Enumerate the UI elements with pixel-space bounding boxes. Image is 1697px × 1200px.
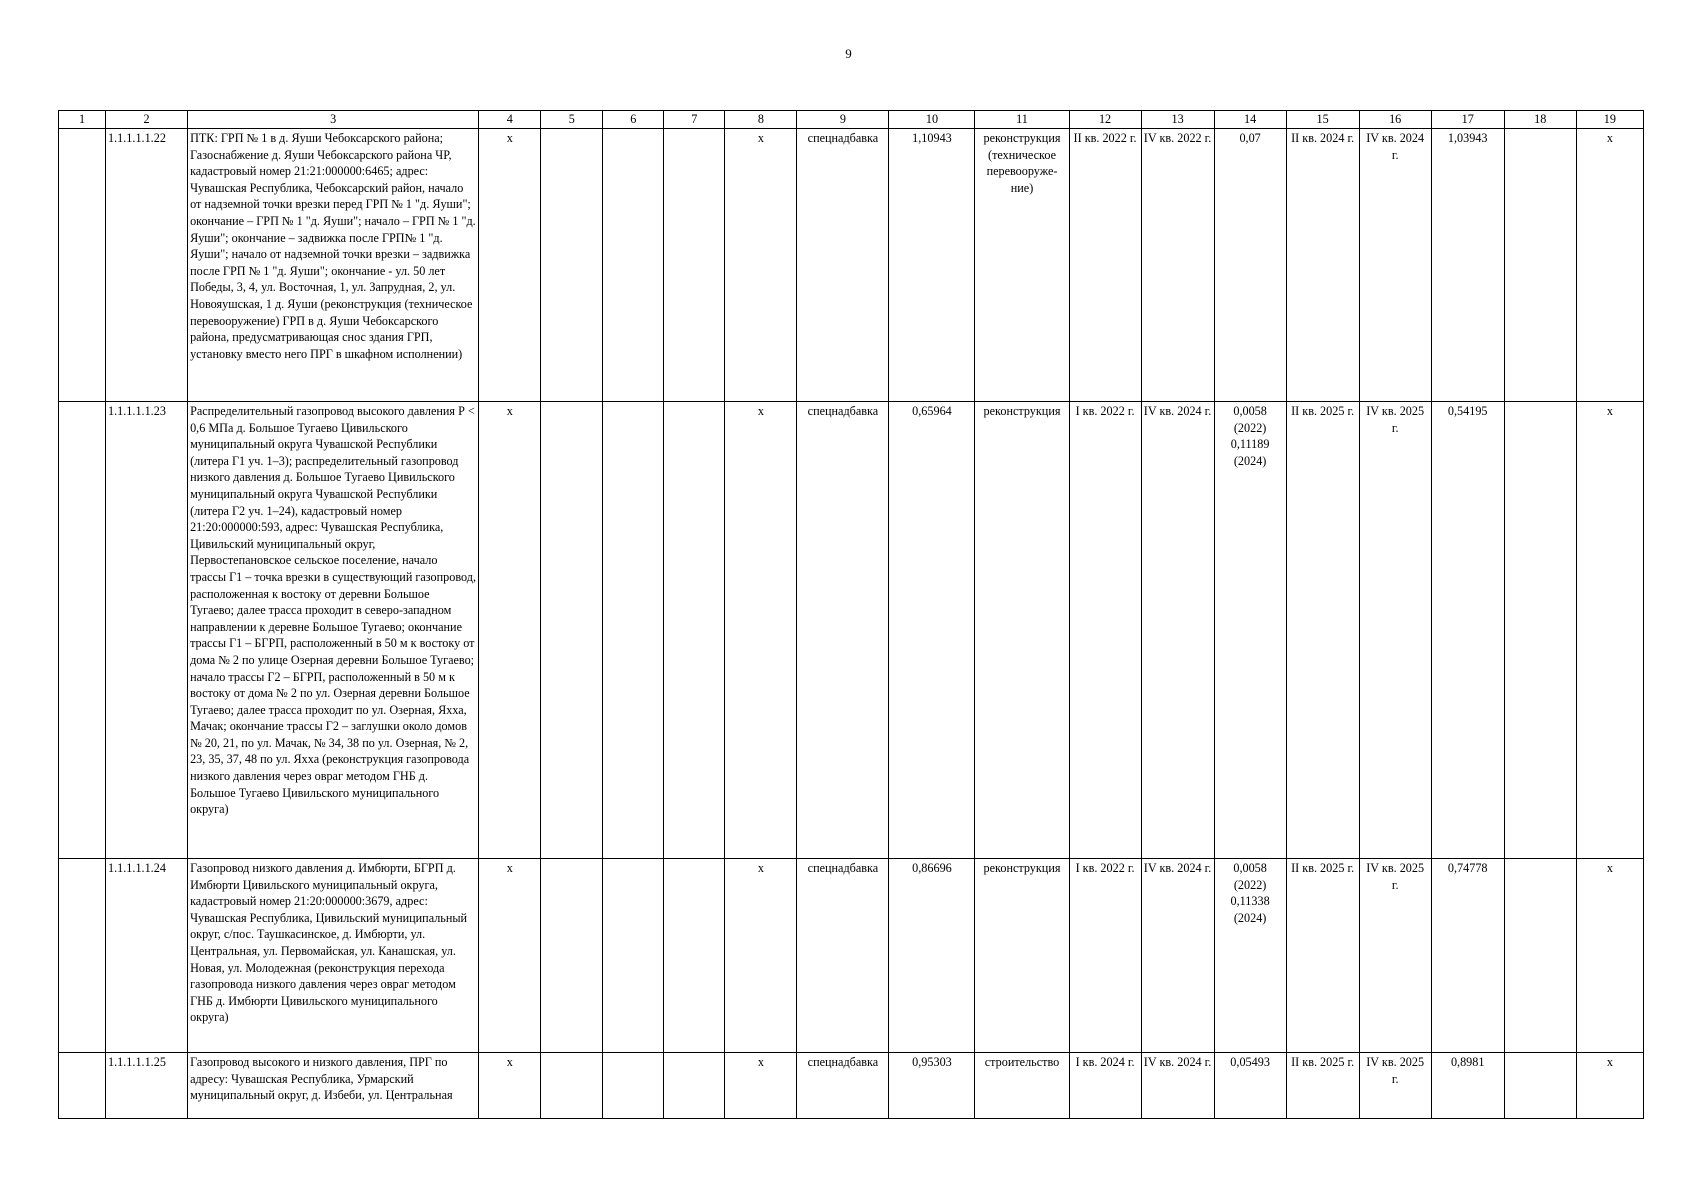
cell-col7 [664, 129, 725, 402]
cell-col10-value: 0,65964 [889, 402, 975, 859]
cell-col16-period: IV кв. 2025 г. [1359, 402, 1431, 859]
cell-col5 [541, 1053, 603, 1119]
column-header: 12 [1069, 111, 1141, 129]
cell-object-description: ПТК: ГРП № 1 в д. Яуши Чебоксарского района; Газоснабжение д. Яуши Чебоксарского района ЧР, кадастровый номер 21:21:000000:6465; адрес: Чувашская Республика, Чебоксарский район, начало от надземной точки врезки перед ГРП № 1 "д. Яуши"; окончание – ГРП № 1 "д. Яуши"; начало – ГРП № 1 "д. Яуши"; окончание – задвижка после ГРП№ 1 "д. Яуши"; начало от надземной точки врезки – задвижка после ГРП № 1 "д. Яуши"; окончание - ул. 50 лет Победы, 3, 4, ул. Восточная, 1, ул. Запрудная, 2, ул. Новояушская, 1 д. Яуши (реконструкция (техническое перевооружение) ГРП в д. Яуши Чебоксарского района, предусматривающая снос здания ГРП, установку вместо него ПРГ в шкафном исполнении) [188, 129, 479, 402]
cell-col18 [1504, 1053, 1576, 1119]
cell-col7 [664, 402, 725, 859]
table-row [59, 129, 1644, 402]
column-header: 3 [188, 111, 479, 129]
cell-index [59, 859, 106, 1053]
cell-funding-source: спецнадбавка [797, 1053, 889, 1119]
cell-col16-period: IV кв. 2024 г. [1359, 129, 1431, 402]
column-header: 5 [541, 111, 603, 129]
cell-object-description: Газопровод высокого и низкого давления, ПРГ по адресу: Чувашская Республика, Урмарский муниципальный округ, д. Избеби, ул. Центральная [188, 1053, 479, 1119]
cell-col10-value: 0,86696 [889, 859, 975, 1053]
cell-col17-value: 1,03943 [1431, 129, 1504, 402]
cell-col15-period: II кв. 2025 г. [1286, 402, 1359, 859]
column-header: 2 [106, 111, 188, 129]
cell-col6 [603, 402, 664, 859]
cell-funding-source: спецнадбавка [797, 129, 889, 402]
column-header: 16 [1359, 111, 1431, 129]
cell-col8: x [725, 129, 797, 402]
cell-index [59, 402, 106, 859]
table-row [59, 1053, 1644, 1119]
cell-funding-source: спецнадбавка [797, 402, 889, 859]
column-header: 6 [603, 111, 664, 129]
column-header: 10 [889, 111, 975, 129]
cell-work-type: реконструкция [975, 859, 1069, 1053]
cell-col5 [541, 129, 603, 402]
cell-col7 [664, 859, 725, 1053]
cell-col19: x [1576, 402, 1643, 859]
table-row [59, 402, 1644, 859]
cell-start-period: I кв. 2022 г. [1069, 402, 1141, 859]
cell-col6 [603, 859, 664, 1053]
cell-object-description: Газопровод низкого давления д. Имбюрти, БГРП д. Имбюрти Цивильского муниципальный округа, кадастровый номер 21:20:000000:3679, адрес: Чувашская Республика, Цивильский муниципальный округ, с/пос. Таушкасинское, д. Имбюрти, ул. Центральная, ул. Первомайская, ул. Канашская, ул. Новая, ул. Молодежная (реконструкция перехода газопровода низкого давления через овраг методом ГНБ д. Имбюрти Цивильского муниципального округа) [188, 859, 479, 1053]
column-header: 7 [664, 111, 725, 129]
cell-col8: x [725, 1053, 797, 1119]
column-header: 8 [725, 111, 797, 129]
cell-work-type: реконструкция [975, 402, 1069, 859]
cell-col19: x [1576, 859, 1643, 1053]
cell-item-number: 1.1.1.1.1.24 [106, 859, 188, 1053]
column-header: 19 [1576, 111, 1643, 129]
cell-col14-value: 0,0058 (2022) 0,11189 (2024) [1214, 402, 1286, 859]
cell-col6 [603, 129, 664, 402]
cell-col10-value: 1,10943 [889, 129, 975, 402]
cell-col17-value: 0,74778 [1431, 859, 1504, 1053]
cell-start-period: I кв. 2024 г. [1069, 1053, 1141, 1119]
cell-start-period: I кв. 2022 г. [1069, 859, 1141, 1053]
cell-col14-value: 0,05493 [1214, 1053, 1286, 1119]
cell-col14-value: 0,07 [1214, 129, 1286, 402]
cell-col10-value: 0,95303 [889, 1053, 975, 1119]
cell-funding-source: спецнадбавка [797, 859, 889, 1053]
cell-col14-value: 0,0058 (2022) 0,11338 (2024) [1214, 859, 1286, 1053]
column-header: 17 [1431, 111, 1504, 129]
column-header: 14 [1214, 111, 1286, 129]
cell-col19: x [1576, 1053, 1643, 1119]
cell-col15-period: II кв. 2024 г. [1286, 129, 1359, 402]
cell-work-type: строительство [975, 1053, 1069, 1119]
cell-end-period: IV кв. 2024 г. [1141, 1053, 1214, 1119]
column-header: 13 [1141, 111, 1214, 129]
cell-col5 [541, 402, 603, 859]
cell-index [59, 1053, 106, 1119]
cell-work-type: реконструкция (техническое перевооруже-ние) [975, 129, 1069, 402]
cell-col8: x [725, 402, 797, 859]
column-number-header-row [59, 111, 1644, 129]
cell-col5 [541, 859, 603, 1053]
cell-col7 [664, 1053, 725, 1119]
cell-col19: x [1576, 129, 1643, 402]
cell-col17-value: 0,8981 [1431, 1053, 1504, 1119]
cell-col4: x [479, 129, 541, 402]
cell-col6 [603, 1053, 664, 1119]
column-header: 4 [479, 111, 541, 129]
cell-col16-period: IV кв. 2025 г. [1359, 859, 1431, 1053]
cell-col16-period: IV кв. 2025 г. [1359, 1053, 1431, 1119]
column-header: 1 [59, 111, 106, 129]
cell-col18 [1504, 402, 1576, 859]
cell-col18 [1504, 129, 1576, 402]
cell-col15-period: II кв. 2025 г. [1286, 1053, 1359, 1119]
column-header: 9 [797, 111, 889, 129]
column-header: 15 [1286, 111, 1359, 129]
investment-program-table [58, 110, 1644, 1119]
cell-object-description: Распределительный газопровод высокого давления Р < 0,6 МПа д. Большое Тугаево Цивильского муниципальный округа Чувашской Республики (литера Г1 уч. 1–3); распределительный газопровод низкого давления д. Большое Тугаево Цивильского муниципальный округа Чувашской Республики (литера Г2 уч. 1–24), кадастровый номер 21:20:000000:593, адрес: Чувашская Республика, Цивильский муниципальный округ, Первостепановское сельское поселение, начало трассы Г1 – точка врезки в существующий газопровод, расположенная к востоку от деревни Большое Тугаево; далее трасса проходит в северо-западном направлении к деревне Большое Тугаево; окончание трассы Г1 – БГРП, расположенный в 50 м к востоку от дома № 2 по улице Озерная деревни Большое Тугаево; начало трассы Г2 – БГРП, расположенный в 50 м к востоку от дома № 2 по ул. Озерная деревни Большое Тугаево; далее трасса проходит по ул. Озерная, Яхха, Мачак; окончание трассы Г2 – заглушки около домов № 20, 21, по ул. Мачак, № 34, 38 по ул. Озерная, № 2, 23, 35, 37, 48 по ул. Яхха (реконструкция газопровода низкого давления через овраг методом ГНБ д. Большое Тугаево Цивильского муниципального округа) [188, 402, 479, 859]
cell-col18 [1504, 859, 1576, 1053]
column-header: 11 [975, 111, 1069, 129]
cell-col8: x [725, 859, 797, 1053]
cell-end-period: IV кв. 2024 г. [1141, 859, 1214, 1053]
cell-end-period: IV кв. 2024 г. [1141, 402, 1214, 859]
cell-item-number: 1.1.1.1.1.23 [106, 402, 188, 859]
column-header: 18 [1504, 111, 1576, 129]
cell-col4: x [479, 859, 541, 1053]
cell-col4: x [479, 1053, 541, 1119]
table-row [59, 859, 1644, 1053]
cell-start-period: II кв. 2022 г. [1069, 129, 1141, 402]
cell-col4: x [479, 402, 541, 859]
cell-col17-value: 0,54195 [1431, 402, 1504, 859]
cell-item-number: 1.1.1.1.1.22 [106, 129, 188, 402]
cell-index [59, 129, 106, 402]
cell-col15-period: II кв. 2025 г. [1286, 859, 1359, 1053]
cell-item-number: 1.1.1.1.1.25 [106, 1053, 188, 1119]
cell-end-period: IV кв. 2022 г. [1141, 129, 1214, 402]
page-number: 9 [845, 46, 852, 61]
